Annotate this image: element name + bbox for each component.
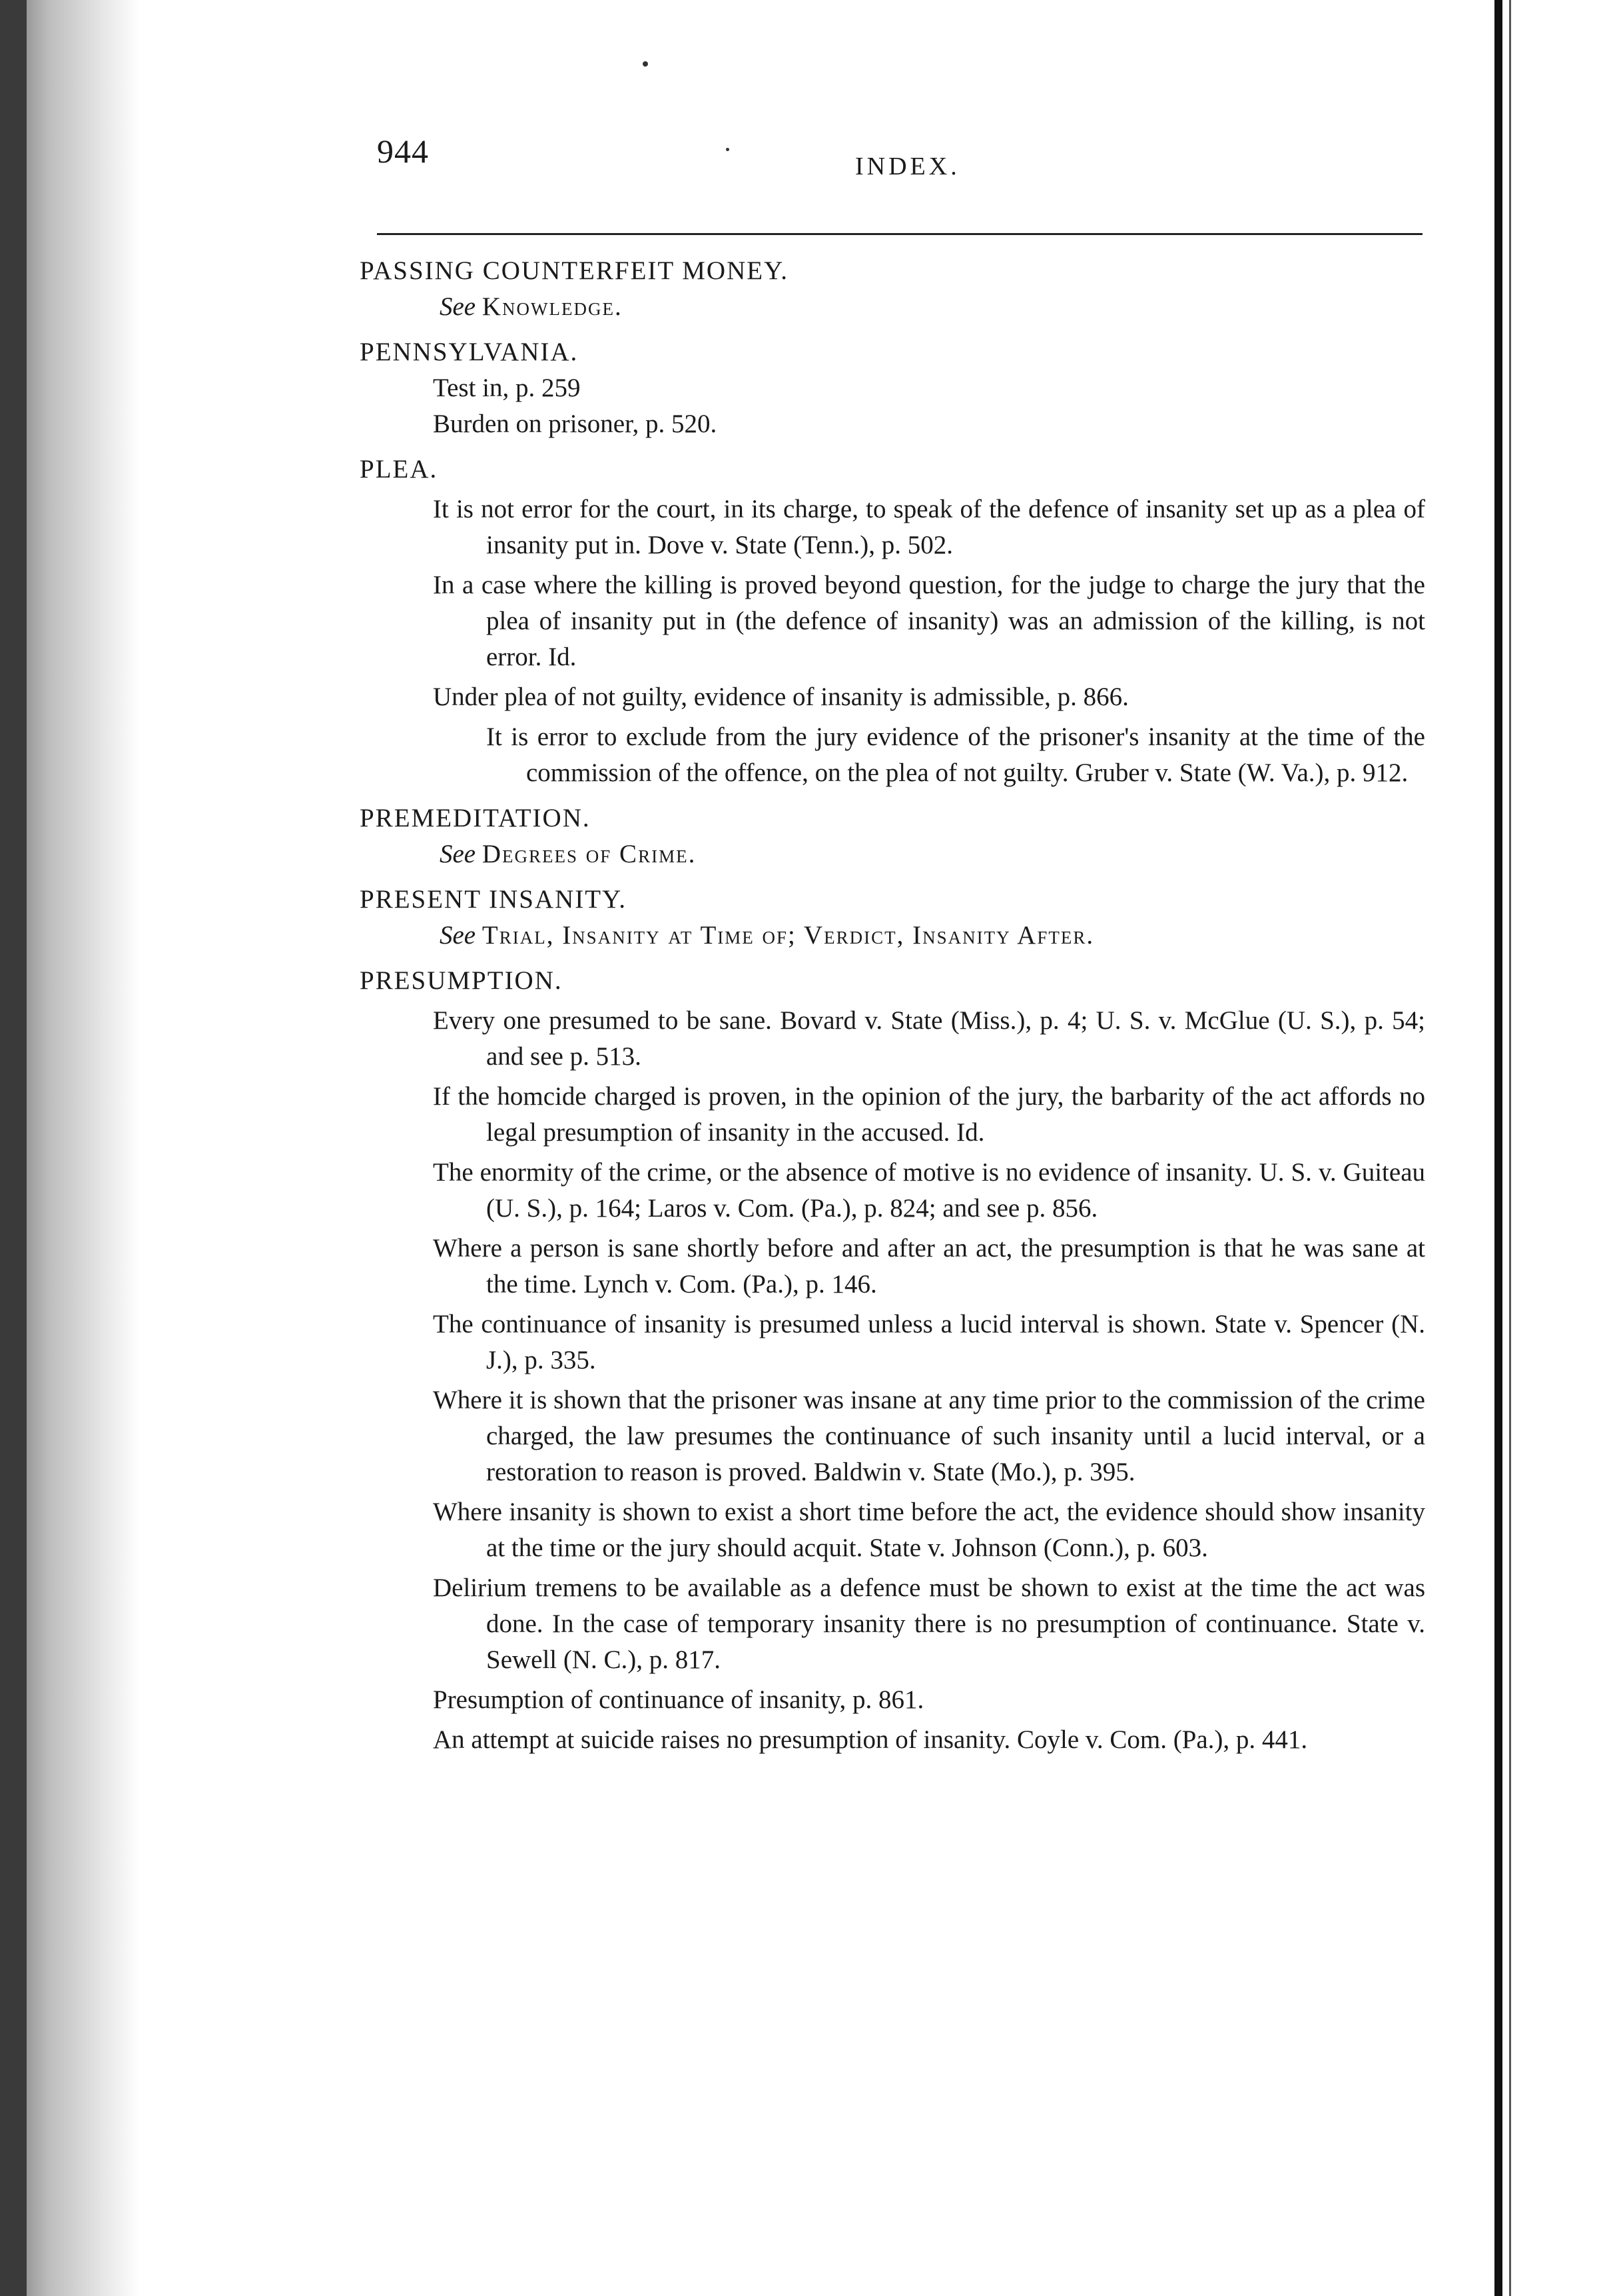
- index-item: Delirium tremens to be available as a defence must be shown to exist at the time the act was done. In the case of temporary insanity there is no presumption of continuance. State v. Sewell (N. C.), p. 817.: [433, 1574, 1425, 1674]
- see-reference: [360, 289, 1425, 325]
- index-item: Where a person is sane shortly before and after an act, the presumption is that he was sane at the time. Lynch v. Com. (Pa.), p. 146.: [433, 1234, 1425, 1298]
- index-heading: PLEA.: [360, 455, 438, 483]
- index-line: Test in, p. 259: [433, 374, 581, 402]
- index-item: An attempt at suicide raises no presumption of insanity. Coyle v. Com. (Pa.), p. 441.: [433, 1725, 1308, 1754]
- index-subitem: It is error to exclude from the jury evidence of the prisoner's insanity at the time of the commission of the offence, on the plea of not guilty. Gruber v. State (W. Va.), p. 912.: [486, 722, 1425, 787]
- see-word: See: [440, 840, 476, 868]
- index-line: Burden on prisoner, p. 520.: [433, 410, 717, 438]
- index-item: The continuance of insanity is presumed unless a lucid interval is shown. State v. Spencer (N. J.), p. 335.: [433, 1310, 1425, 1374]
- index-item: Every one presumed to be sane. Bovard v. State (Miss.), p. 4; U. S. v. McGlue (U. S.), p. 54; and see p. 513.: [433, 1006, 1425, 1071]
- page-right-edge-shadow: [1509, 0, 1511, 2296]
- index-heading: PRESUMPTION.: [360, 966, 563, 995]
- scan-left-border: [0, 0, 27, 2296]
- index-item: In a case where the killing is proved beyond question, for the judge to charge the jury that the plea of insanity put in (the defence of insanity) was an admission of the killing, is not error. Id.: [433, 571, 1425, 671]
- index-heading: PENNSYLVANIA.: [360, 338, 579, 366]
- see-word: See: [440, 921, 476, 950]
- see-target: Trial, Insanity at Time of; Verdict, Insanity After.: [481, 921, 1095, 950]
- index-item: Under plea of not guilty, evidence of insanity is admissible, p. 866.: [433, 683, 1129, 711]
- index-item: Presumption of continuance of insanity, p. 861.: [433, 1685, 924, 1714]
- index-item: The enormity of the crime, or the absence of motive is no evidence of insanity. U. S. v. Guiteau (U. S.), p. 164; Laros v. Com. (Pa.), p. 824; and see p. 856.: [433, 1158, 1425, 1223]
- see-target: Degrees of Crime.: [481, 840, 697, 868]
- index-content: [360, 253, 1425, 1758]
- header-rule: [377, 233, 1423, 235]
- index-heading: PREMEDITATION.: [360, 804, 591, 832]
- index-item: Where it is shown that the prisoner was insane at any time prior to the commission of the crime charged, the law presumes the continuance of such insanity until a lucid interval, or a restoration to reason is proved. Baldwin v. State (Mo.), p. 395.: [433, 1386, 1425, 1486]
- index-heading: PASSING COUNTERFEIT MONEY.: [360, 256, 789, 285]
- see-target: Knowledge.: [481, 292, 623, 321]
- index-item: If the homcide charged is proven, in the opinion of the jury, the barbarity of the act affords no legal presumption of insanity in the accused. Id.: [433, 1082, 1425, 1147]
- scan-speck: [726, 148, 729, 151]
- index-heading: PRESENT INSANITY.: [360, 885, 627, 914]
- see-word: See: [440, 292, 476, 321]
- scan-speck: [643, 61, 648, 67]
- index-item: It is not error for the court, in its charge, to speak of the defence of insanity set up as a plea of insanity put in. Dove v. State (Tenn.), p. 502.: [433, 495, 1425, 559]
- page-right-edge: [1494, 0, 1502, 2296]
- index-item: Where insanity is shown to exist a short time before the act, the evidence should show insanity at the time or the jury should acquit. State v. Johnson (Conn.), p. 603.: [433, 1498, 1425, 1562]
- page-number: 944: [377, 133, 429, 170]
- running-head: INDEX.: [855, 152, 960, 180]
- see-reference: [360, 918, 1425, 954]
- see-reference: [360, 836, 1425, 872]
